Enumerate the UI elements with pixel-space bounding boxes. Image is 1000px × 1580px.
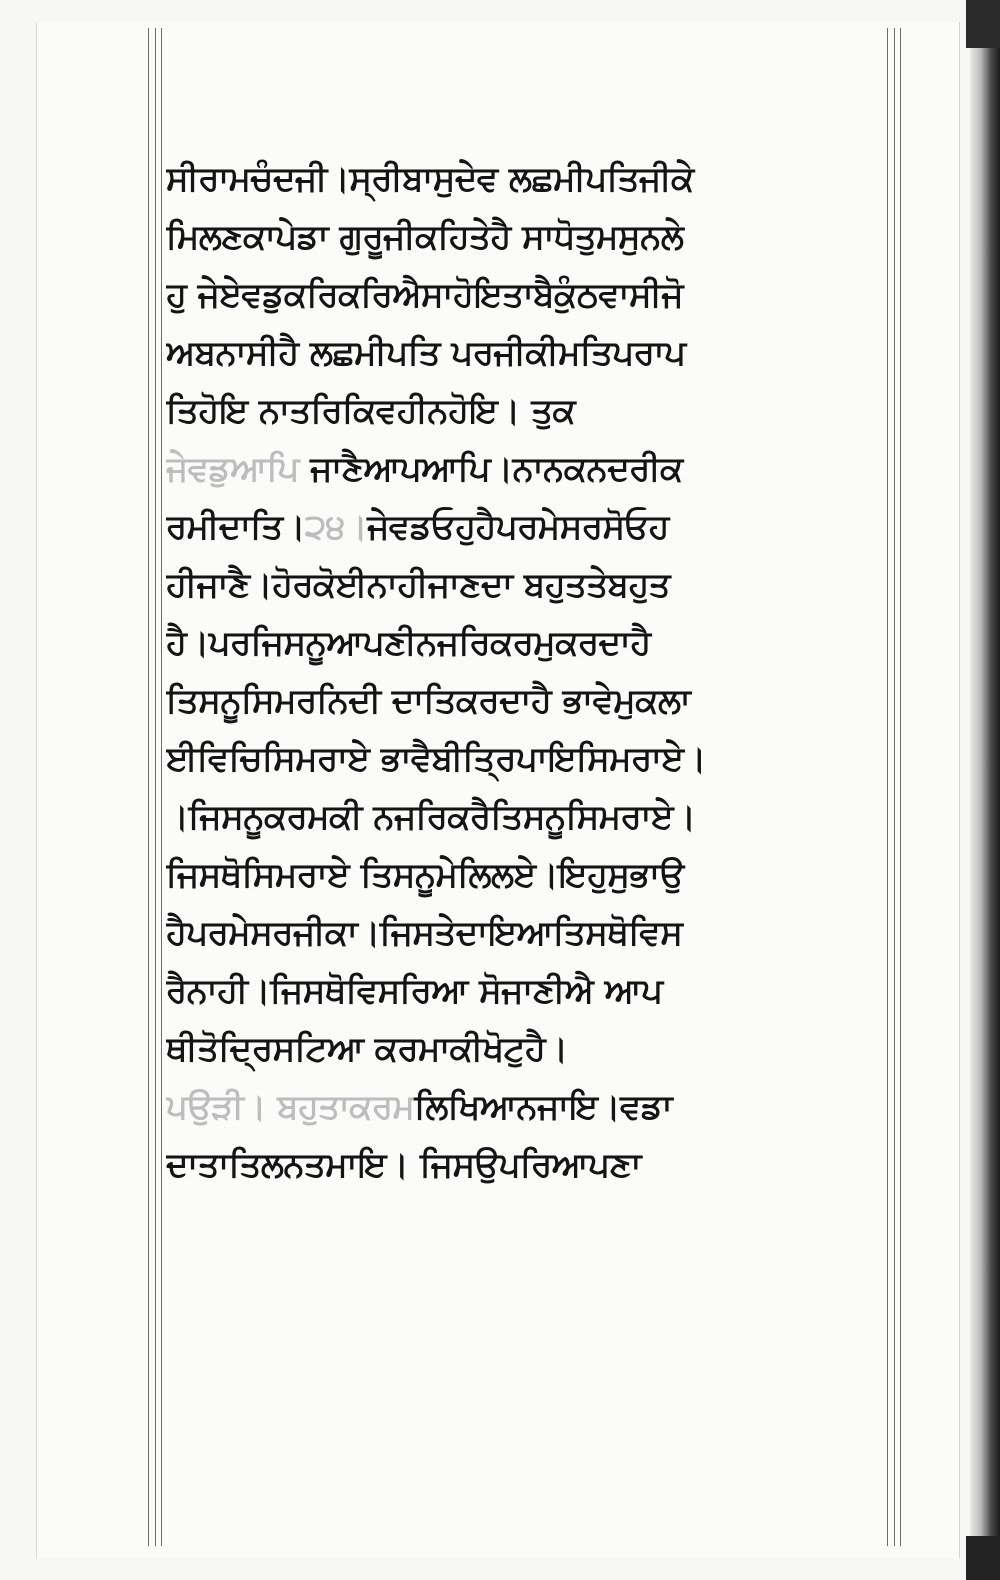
binding-shadow-top xyxy=(966,0,1000,48)
ink-text: ਜਿਸਉਪਰਿਆਪਣਾ xyxy=(408,1145,641,1185)
ink-text: ਸੀਰਾਮਚੰਦਜੀ।ਸ੍ਰੀਬਾਸੁਦੇਵ ਲਛਮੀਪਤਿਜੀਕੇ xyxy=(166,159,694,199)
rubric-text: ਪਉੜੀ। ਬਹੁਤਾਕਰਮ xyxy=(166,1087,415,1127)
manuscript-line xyxy=(166,208,894,266)
manuscript-line xyxy=(166,150,894,208)
manuscript-line xyxy=(166,1078,894,1136)
ink-text: ਹੁ ਜੇਏਵਡੁਕਰਿਕਰਿਐਸਾਹੋਇਤਾਬੈਕੁੰਠਵਾਸੀਜੋ xyxy=(166,275,684,315)
manuscript-line xyxy=(166,614,894,672)
ink-text: ਮਿਲਣਕਾਪੇਡਾ ਗੁਰੂਜੀਕਹਿਤੇਹੈ ਸਾਧੋਤੁਮਸੁਨਲੇ xyxy=(166,217,684,257)
ink-text: ਜੇਵਡਓਹੁਹੈਪਰਮੇਸਰਸੋਓਹ xyxy=(367,507,669,547)
book-binding-edge xyxy=(970,0,1000,1580)
ink-text: ਦਾਤਾਤਿਲਨਤਮਾਇ। xyxy=(166,1145,409,1185)
ink-text: ਜਿਸਥੋਸਿਮਰਾਏ ਤਿਸਨੂਮੇਲਿਲਏ।ਇਹੁਸੁਭਾਉ xyxy=(166,855,684,895)
ink-text: ਰੈਨਾਹੀ।ਜਿਸਥੋਵਿਸਰਿਆ ਸੋਜਾਣੀਐ ਆਪ xyxy=(166,971,663,1011)
right-border-rule-middle xyxy=(894,28,895,1546)
manuscript-line xyxy=(166,266,894,324)
left-border-rule-inner xyxy=(161,28,162,1546)
ink-text: ਅਬਨਾਸੀਹੈ ਲਛਮੀਪਤਿ ਪਰਜੀਕੀਮਤਿਪਰਾਪ xyxy=(166,333,686,373)
right-border-rule-outer xyxy=(900,28,901,1546)
ink-text: ਥੀਤੋਦ੍ਰਿਸਟਿਆ ਕਰਮਾਕੀਖੋਟੁਹੈ। xyxy=(166,1029,568,1069)
manuscript-line xyxy=(166,324,894,382)
ink-text: ਈਵਿਚਿਸਿਮਰਾਏ ਭਾਵੈਬੀਤ੍ਰਿਪਾਇਸਿਮਰਾਏ। xyxy=(166,739,706,779)
ink-text: ਰਮੀਦਾਤਿ। xyxy=(166,507,306,547)
rubric-text: ਜੇਵਡੁਆਪਿ xyxy=(166,449,311,489)
manuscript-line xyxy=(166,440,894,498)
manuscript-text-block xyxy=(166,150,894,1194)
ink-text: ਹੈਪਰਮੇਸਰਜੀਕਾ।ਜਿਸਤੇਦਾਇਆਤਿਸਥੋਵਿਸ xyxy=(166,913,683,953)
manuscript-line xyxy=(166,1020,894,1078)
manuscript-line xyxy=(166,672,894,730)
ink-text: ਲਿਖਿਆਨਜਾਇ।ਵਡਾ xyxy=(414,1087,673,1127)
ink-text: ।ਜਿਸਨੂਕਰਮਕੀ ਨਜਰਿਕਰੈਤਿਸਨੂਸਿਮਰਾਏ। xyxy=(166,797,696,837)
ink-text: ਤੁਕ xyxy=(519,391,576,431)
manuscript-line xyxy=(166,730,894,788)
manuscript-line xyxy=(166,382,894,440)
left-border-rule-middle xyxy=(155,28,156,1546)
manuscript-line xyxy=(166,962,894,1020)
manuscript-line xyxy=(166,556,894,614)
ink-text: ਤਿਸਨੂਸਿਮਰਨਿਦੀ ਦਾਤਿਕਰਦਾਹੈ ਭਾਵੇਮੁਕਲਾ xyxy=(166,681,691,721)
ink-text: ਜਾਣੈਆਪਆਪਿ।ਨਾਨਕਨਦਰੀਕ xyxy=(310,449,683,489)
ink-text: ਹੀਜਾਣੈ।ਹੋਰਕੋਈਨਾਹੀਜਾਣਦਾ ਬਹੁਤਤੇਬਹੁਤ xyxy=(166,565,670,605)
binding-shadow-bottom xyxy=(966,1536,1000,1580)
ink-text: ਹੈ।ਪਰਜਿਸਨੂਆਪਣੀਨਜਰਿਕਰਮੁਕਰਦਾਹੈ xyxy=(166,623,651,663)
ink-text: ਤਿਹੋਇ ਨਾਤਰਿਕਿਵਹੀਨਹੋਇ। xyxy=(166,391,520,431)
manuscript-line xyxy=(166,498,894,556)
manuscript-line xyxy=(166,788,894,846)
rubric-text: ੨੪। xyxy=(305,507,368,547)
left-border-rule-outer xyxy=(148,28,149,1546)
manuscript-line xyxy=(166,904,894,962)
manuscript-line xyxy=(166,846,894,904)
manuscript-line xyxy=(166,1136,894,1194)
